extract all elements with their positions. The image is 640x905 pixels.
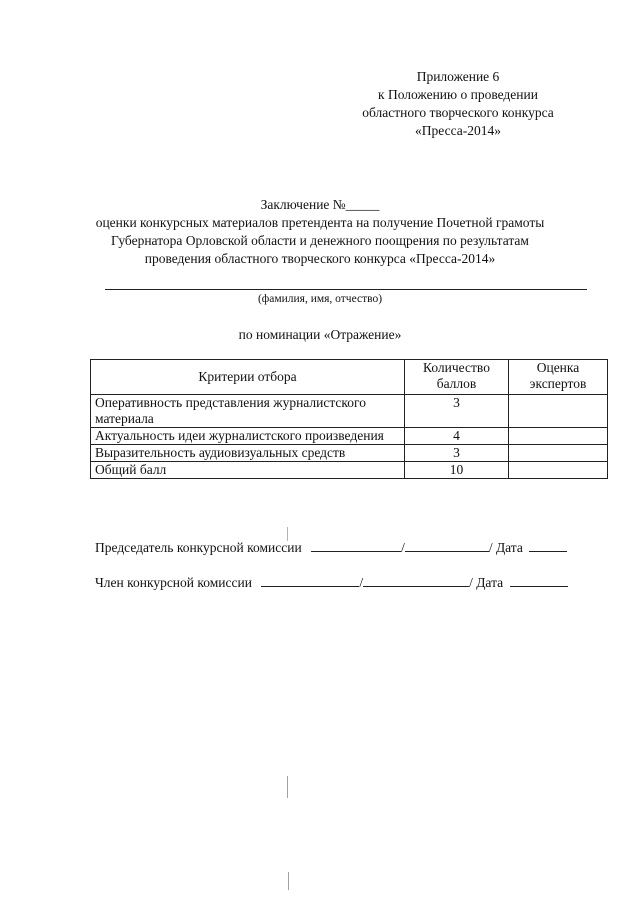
expert-cell	[509, 462, 608, 479]
criterion-cell: Выразительность аудиовизуальных средств	[91, 445, 405, 462]
criteria-table	[90, 359, 608, 479]
member-name-blank	[363, 574, 469, 587]
chair-date-label: / Дата	[488, 540, 523, 555]
table-row	[91, 428, 608, 445]
table-header-row	[91, 360, 608, 395]
appendix-header	[338, 68, 578, 140]
member-date-blank	[510, 574, 568, 587]
chair-slash: /	[401, 540, 405, 555]
table-row	[91, 445, 608, 462]
header-points: Количество баллов	[405, 360, 509, 395]
points-cell: 3	[405, 395, 509, 428]
points-cell: 10	[405, 462, 509, 479]
chair-name-blank	[405, 539, 489, 552]
member-slash: /	[359, 575, 364, 590]
criterion-cell: Общий балл	[91, 462, 405, 479]
appendix-number: Приложение 6	[416, 69, 500, 84]
chair-signature-line	[95, 539, 567, 556]
conclusion-line-3: проведения областного творческого конкурса «Пресса-2014»	[144, 251, 496, 266]
expert-cell	[509, 395, 608, 428]
header-criteria: Критерии отбора	[91, 360, 405, 395]
table-row	[91, 395, 608, 428]
appendix-contest: областного творческого конкурса	[362, 105, 554, 120]
conclusion-title: Заключение №_____	[260, 197, 380, 212]
member-date-label: / Дата	[469, 575, 504, 590]
expert-cell	[509, 445, 608, 462]
scan-artifact	[287, 527, 288, 541]
table-row	[91, 462, 608, 479]
chair-label: Председатель конкурсной комиссии	[95, 540, 302, 555]
points-cell: 4	[405, 428, 509, 445]
chair-signature-blank	[311, 539, 401, 552]
criterion-cell: Актуальность идеи журналистского произведения	[91, 428, 405, 445]
chair-date-blank	[529, 539, 567, 552]
criterion-cell: Оперативность представления журналистского материала	[91, 395, 405, 428]
member-signature-blank	[261, 574, 359, 587]
name-fill-line	[105, 289, 587, 290]
conclusion-block	[0, 196, 640, 268]
appendix-reference: к Положению о проведении	[378, 87, 538, 102]
appendix-contest-name: «Пресса-2014»	[415, 123, 501, 138]
points-cell: 3	[405, 445, 509, 462]
conclusion-line-1: оценки конкурсных материалов претендента на получение Почетной грамоты	[95, 215, 545, 230]
scan-artifact	[287, 776, 288, 798]
nomination-title: по номинации «Отражение»	[238, 327, 402, 342]
member-label: Член конкурсной комиссии	[95, 575, 252, 590]
conclusion-line-2: Губернатора Орловской области и денежного поощрения по результатам	[111, 233, 529, 248]
scan-artifact	[288, 872, 289, 890]
header-expert: Оценка экспертов	[509, 360, 608, 395]
member-signature-line	[95, 574, 568, 591]
expert-cell	[509, 428, 608, 445]
name-caption: (фамилия, имя, отчество)	[257, 293, 383, 305]
